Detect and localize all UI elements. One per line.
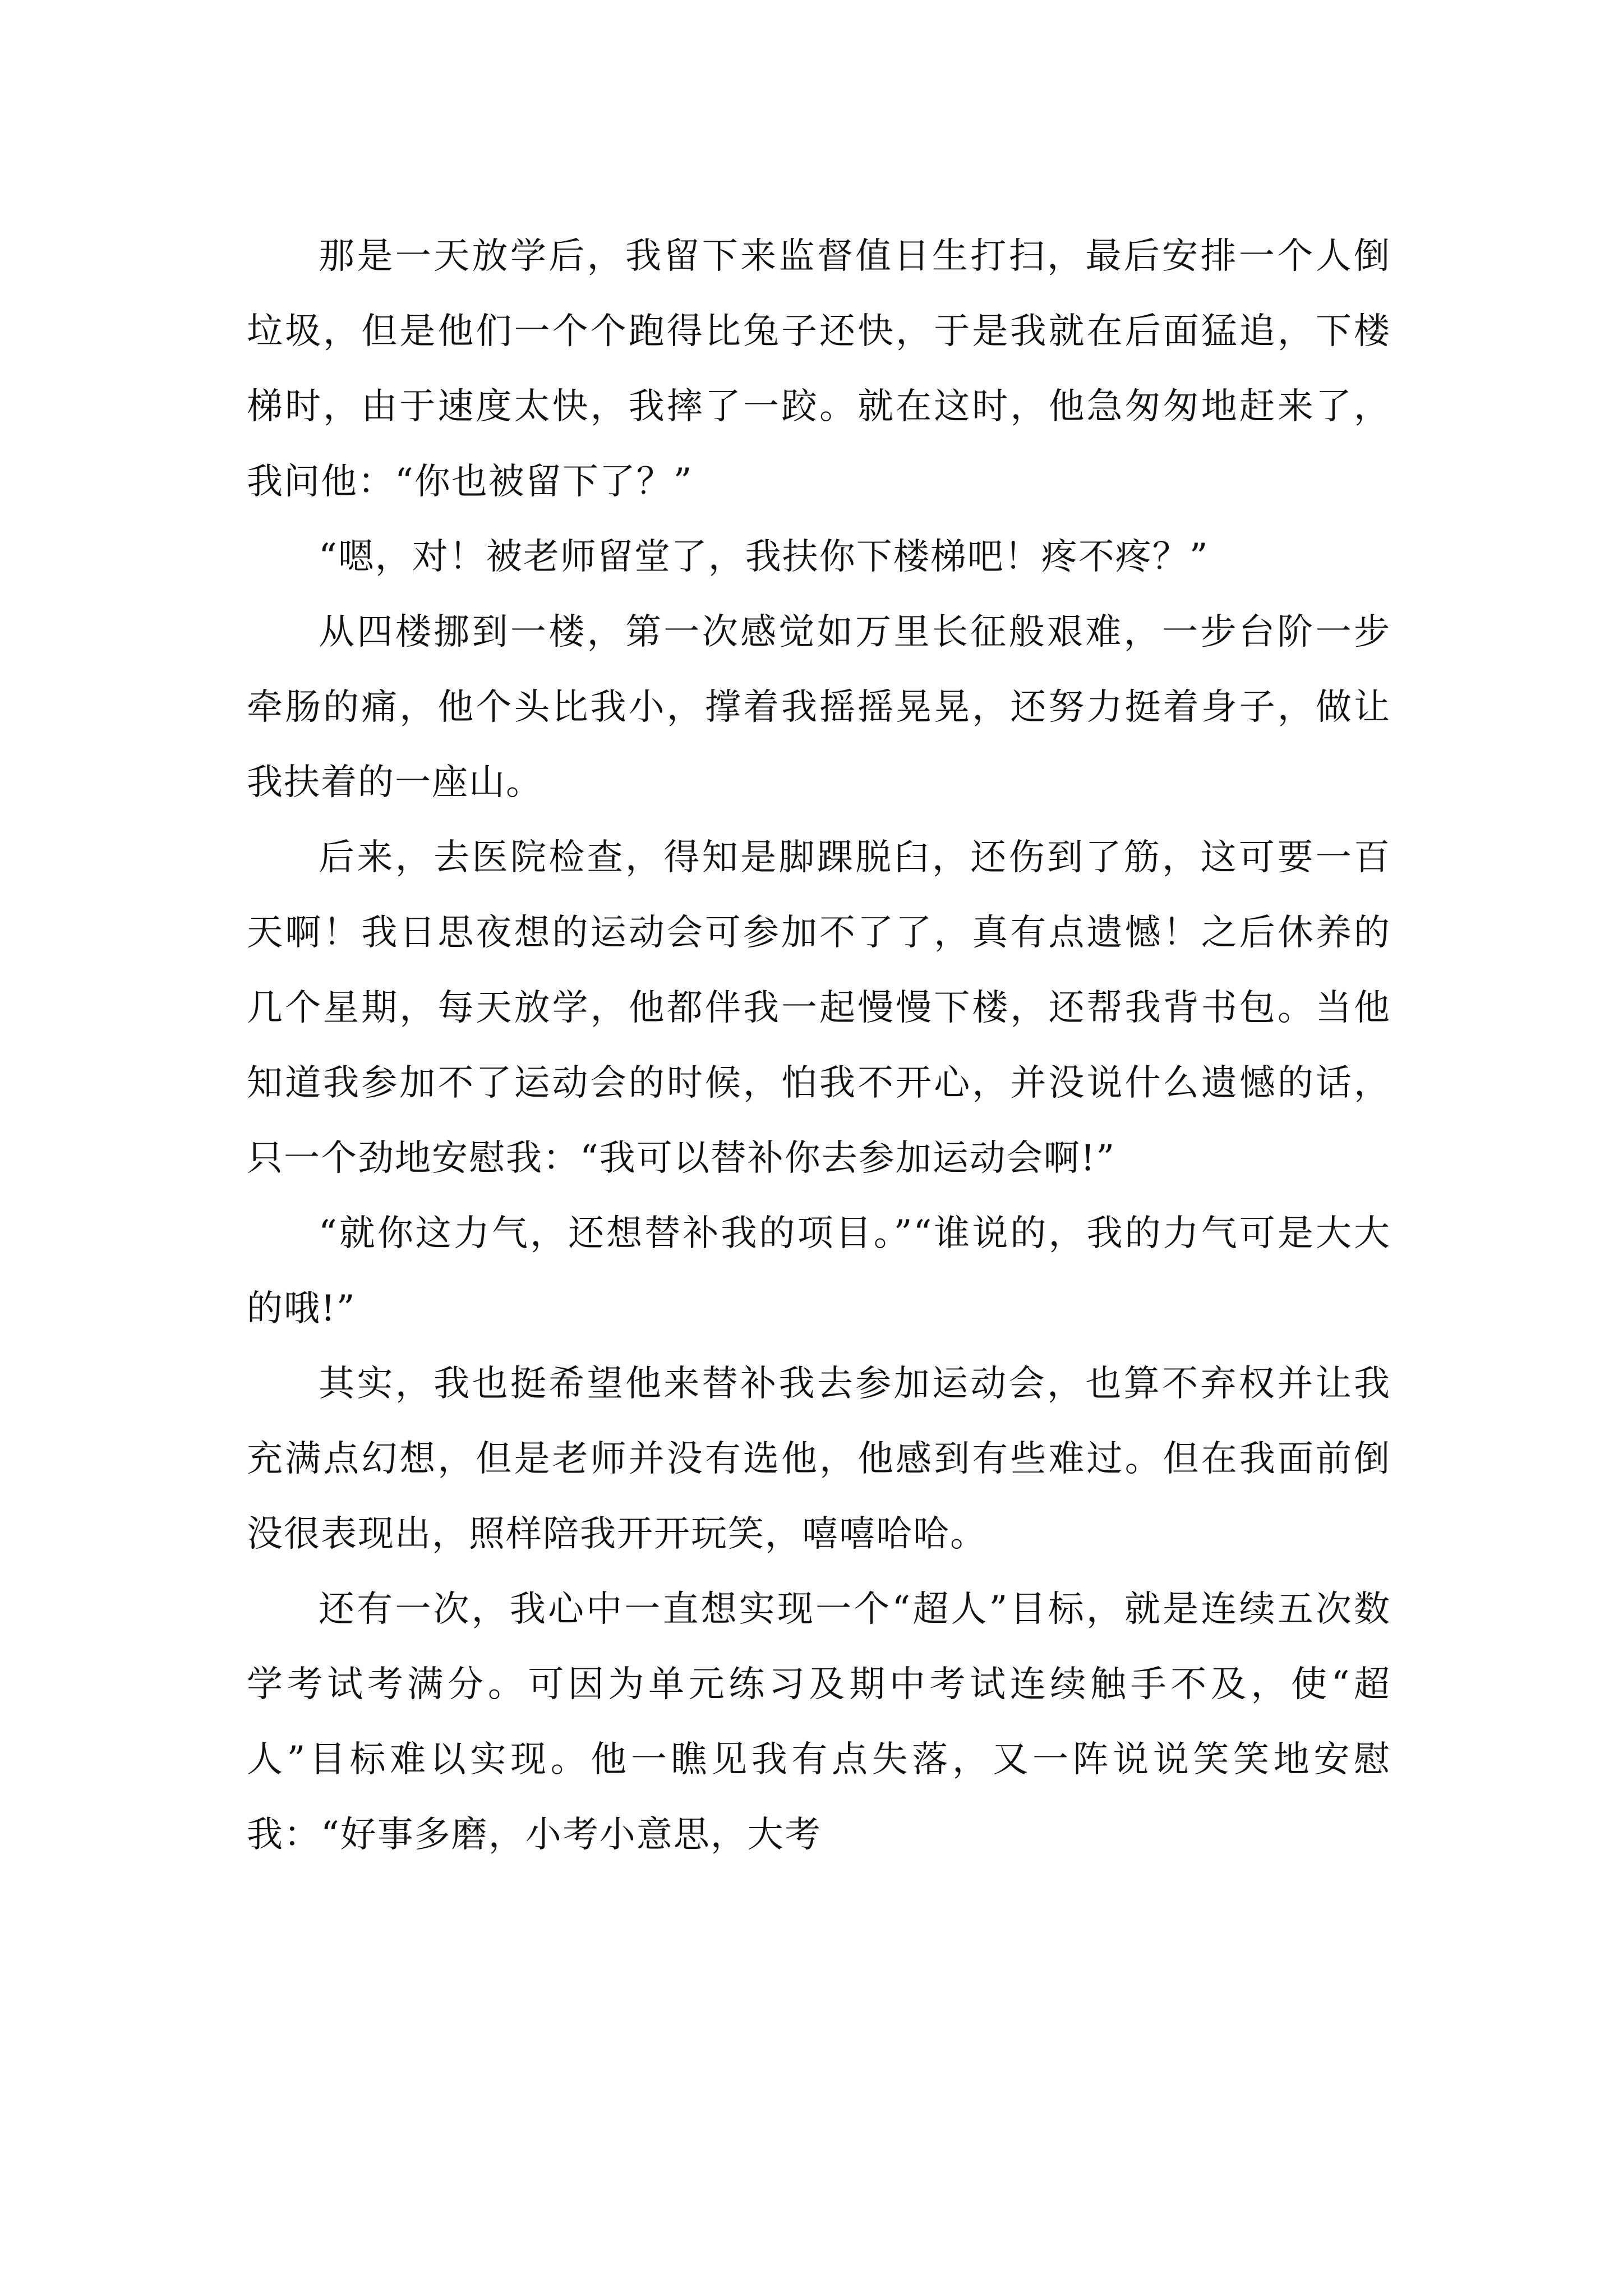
document-body <box>247 219 1391 1872</box>
paragraph-4: 后来，去医院检查，得知是脚踝脱臼，还伤到了筋，这可要一百天啊！我日思夜想的运动会可参加不了了，真有点遗憾！之后休养的几个星期，每天放学，他都伴我一起慢慢下楼，还帮我背书包。当他知道我参加不了运动会的时候，怕我不开心，并没说什么遗憾的话，只一个劲地安慰我：“我可以替补你去参加运动会啊!” <box>247 837 1391 1179</box>
paragraph-3: 从四楼挪到一楼，第一次感觉如万里长征般艰难，一步台阶一步牵肠的痛，他个头比我小，撑着我摇摇晃晃，还努力挺着身子，做让我扶着的一座山。 <box>247 611 1391 803</box>
paragraph-6: 其实，我也挺希望他来替补我去参加运动会，也算不弃权并让我充满点幻想，但是老师并没有选他，他感到有些难过。但在我面前倒没很表现出，照样陪我开开玩笑，嘻嘻哈哈。 <box>247 1363 1391 1555</box>
paragraph-5: “就你这力气，还想替补我的项目。”“谁说的，我的力气可是大大的哦!” <box>247 1213 1391 1329</box>
paragraph-1: 那是一天放学后，我留下来监督值日生打扫，最后安排一个人倒垃圾，但是他们一个个跑得比兔子还快，于是我就在后面猛追，下楼梯时，由于速度太快，我摔了一跤。就在这时，他急匆匆地赶来了，我问他：“你也被留下了？” <box>247 236 1391 503</box>
paragraph-2: “嗯，对！被老师留堂了，我扶你下楼梯吧！疼不疼？” <box>319 536 1209 578</box>
paragraph-7: 还有一次，我心中一直想实现一个“超人”目标，就是连续五次数学考试考满分。可因为单元练习及期中考试连续触手不及，使“超人”目标难以实现。他一瞧见我有点失落，又一阵说说笑笑地安慰我：“好事多磨，小考小意思，大考 <box>247 1589 1391 1856</box>
